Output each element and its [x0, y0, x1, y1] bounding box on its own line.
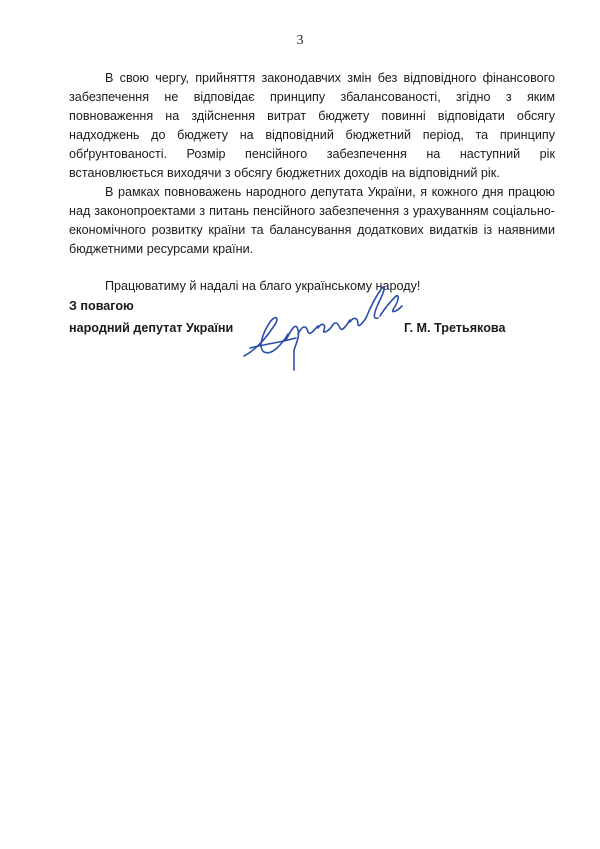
paragraph-deputy-work: В рамках повноважень народного депутата України, я кожного дня працюю над законопроектами з питань пенсійного забезпечення з урахуванням соціально-економічного розвитку країни та балансування додаткових видатків із наявними бюджетними ресурсами країни. [69, 185, 555, 256]
signer-position: народний депутат України [69, 321, 234, 335]
letter-body [69, 69, 555, 296]
handwritten-signature [236, 278, 416, 378]
paragraph-budget-balance: В свою чергу, прийняття законодавчих змін без відповідного фінансового забезпечення не відповідає принципу збалансованості, згідно з яким повноваження на здійснення витрат бюджету повинні відповідати обсягу надходжень до бюджету на відповідний бюджетний період, та принципу обґрунтованості. Розмір пенсійного забезпечення на наступний рік встановлюється виходячи з обсягу бюджетних доходів на відповідний рік. [69, 71, 555, 180]
closing-line: Працюватиму й надалі на благо українському народу! [105, 279, 421, 293]
signer-name: Г. М. Третьякова [404, 321, 506, 335]
signature-block [69, 295, 233, 339]
salutation: З повагою [69, 299, 134, 313]
page-number: 3 [296, 33, 304, 48]
